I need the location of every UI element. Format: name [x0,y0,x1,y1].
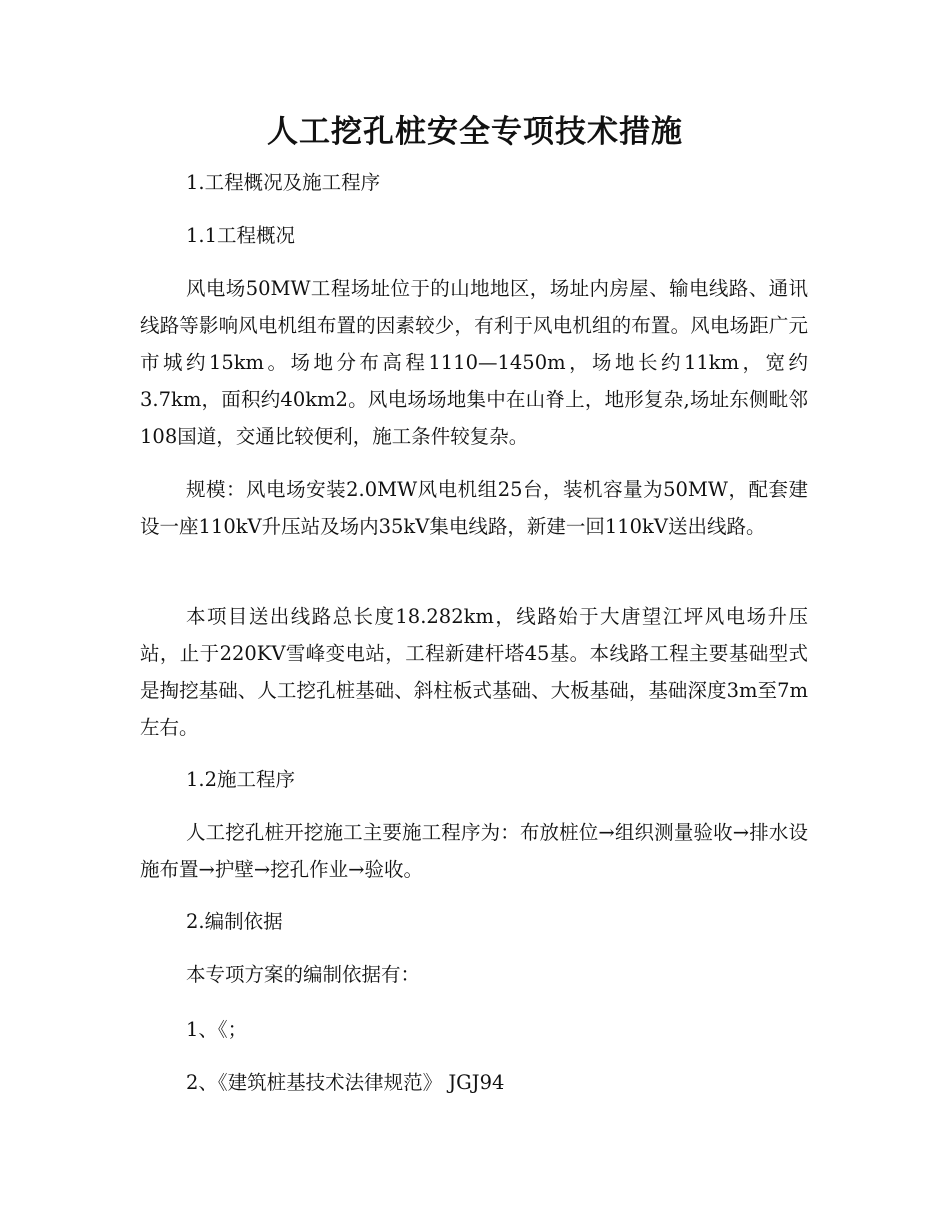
document-title: 人工挖孔桩安全专项技术措施 [267,114,683,150]
basis-item-1: 1、《； [186,1018,248,1041]
section-1-2-heading: 1.2施工程序 [186,768,296,791]
overview-paragraph: 风电场50MW工程场址位于的山地地区，场址内房屋、输电线路、通讯线路等影响风电机组布置的因素较少，有利于风电机组的布置。风电场距广元市城约15km。场地分布高程1110—1450m，场地长约11km，宽约3.7km，面积约40km2。风电场场地集中在山脊上，地形复杂,场址东侧毗邻108国道，交通比较便利，施工条件较复杂。 [140,277,808,448]
section-1-1-heading: 1.1工程概况 [186,224,296,247]
line-paragraph: 本项目送出线路总长度18.282km，线路始于大唐望江坪风电场升压站，止于220KV雪峰变电站，工程新建杆塔45基。本线路工程主要基础型式是掏挖基础、人工挖孔桩基础、斜柱板式基础、大板基础，基础深度3m至7m左右。 [140,605,808,739]
basis-item-2: 2、《建筑桩基技术法律规范》 JGJ94 [186,1071,505,1094]
basis-intro: 本专项方案的编制依据有： [186,963,421,986]
scale-paragraph: 规模：风电场安装2.0MW风电机组25台，装机容量为50MW，配套建设一座110kV升压站及场内35kV集电线路，新建一回110kV送出线路。 [140,478,808,538]
procedure-paragraph: 人工挖孔桩开挖施工主要施工程序为：布放桩位→组织测量验收→排水设施布置→护壁→挖孔作业→验收。 [140,821,808,881]
section-1-heading: 1.工程概况及施工程序 [186,171,381,194]
section-2-heading: 2.编制依据 [186,910,283,933]
